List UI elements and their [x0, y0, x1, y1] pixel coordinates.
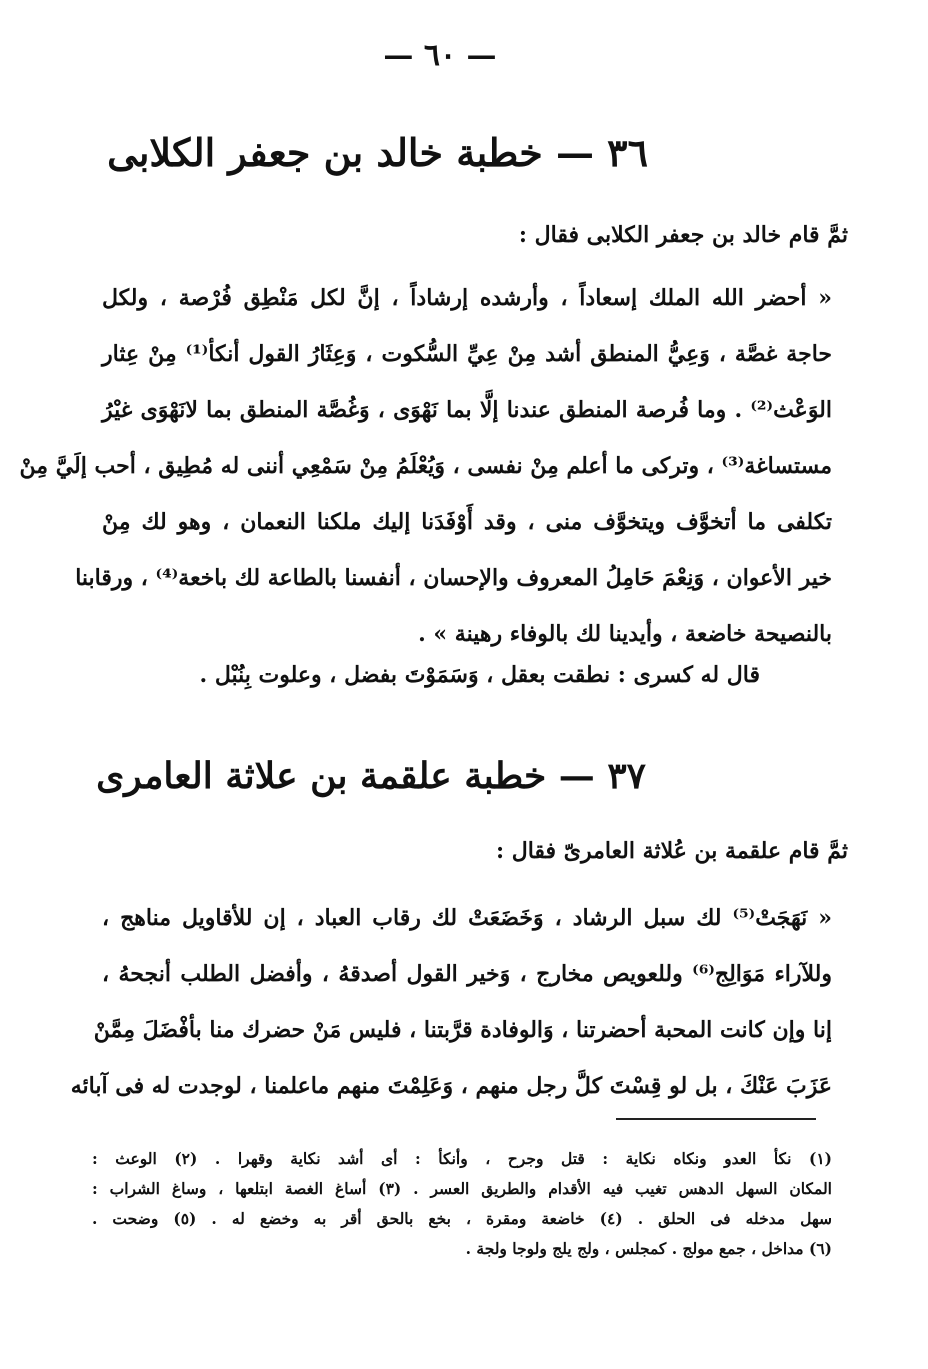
section-intro-36: ثمَّ قام خالد بن جعفر الكلابى فقال : — [518, 222, 848, 248]
text-line: « أحضر الله الملك إسعاداً ، وأرشده إرشاداً ، إنَّ لكل مَنْطِق فُرْصة ، ولكل — [102, 285, 832, 311]
text-line: خير الأعوان ، وَنِعْمَ حَامِلُ المعروف والإحسان ، أنفسنا بالطاعة لك باخعة⁽⁴⁾ ، ورقابنا — [75, 565, 832, 591]
footnote-line: المكان السهل الدهس تغيب فيه الأقدام والطريق العسر . (٣) أساغ الغصة ابتلعها ، وساغ الشراب : — [92, 1179, 832, 1198]
footnote-line: (١) نكأ العدو ونكاه نكاية : قتل وجرح ، وأنكأ : أى أشد نكاية وقهرا . (٢) الوعث : — [92, 1149, 832, 1168]
text-line: إنا وإن كانت المحبة أحضرتنا ، وَالوفادة قرَّبتنا ، فليس مَنْ حضرك منا بأفْضَلَ مِمَّنْ — [93, 1017, 832, 1043]
text-line: « نَهَجَتْ⁽⁵⁾ لك سبل الرشاد ، وَخَضَعَتْ لك رقاب العباد ، إن للأقاويل مناهج ، — [102, 905, 833, 931]
speech-text-37 — [70, 890, 833, 1114]
kisra-reply: قال له كسرى : نطقت بعقل ، وَسَمَوْتَ بفضل ، وعلوت بِنُبْل . — [199, 662, 760, 688]
text-line: وللآراء مَوَالِج⁽⁶⁾ وللعويص مخارج ، وَخير القول أصدقهُ ، وأفضل الطلب أنجحهُ ، — [102, 961, 832, 987]
footnote-line: (٦) مداخل ، جمع مولج . كمجلس ، ولج يلج ولوجا ولجة . — [465, 1239, 832, 1258]
footnote-line: سهل مدخله فى الحلق . (٤) خاضعة ومقرة ، بخع بالحق أقر به وخضع له . (٥) وضحت . — [92, 1209, 832, 1228]
text-line: مستساغة⁽³⁾ ، وتركى ما أعلم مِنْ نفسى ، وَيُعْلَمُ مِنْ سَمْعِي أننى له مُطِيق ، أحب إلَيَّ مِنْ — [19, 453, 832, 479]
footnotes — [92, 1144, 832, 1264]
page-number: — ٦٠ — — [383, 38, 497, 73]
speech-text-36 — [19, 270, 832, 662]
text-line: الوَعْث⁽²⁾ . وما فُرصة المنطق عندنا إلَّا بما نَهْوَى ، وَغُصَّة المنطق بما لانَهْوَى غيْرُ — [102, 397, 832, 423]
text-line: تكلفى ما أتخوَّف ويتخوَّف منى ، وقد أَوْفَدَنا إليك ملكنا النعمان ، وهو لك مِنْ — [102, 509, 832, 535]
section-intro-37: ثمَّ قام علقمة بن عُلاثة العامرىّ فقال : — [495, 838, 848, 864]
text-line: عَزَبَ عَنْكَ ، بل لو قِسْتَ كلَّ رجل منهم ، وَعَلِمْتَ منهم ماعلمنا ، لوجدت له فى آبائه — [70, 1073, 832, 1099]
section-title-37: ٣٧ — خطبة علقمة بن علاثة العامرى — [96, 755, 646, 797]
text-line: بالنصيحة خاضعة ، وأيدينا لك بالوفاء رهينة » . — [418, 621, 832, 647]
footnote-divider — [616, 1118, 816, 1120]
text-line: حاجة غصَّة ، وَعِيُّ المنطق أشد مِنْ عِيِّ السُّكوت ، وَعِثَارُ القول أنكأ⁽¹⁾ مِنْ عِثار — [102, 341, 832, 367]
section-title-36: ٣٦ — خطبة خالد بن جعفر الكلابى — [107, 130, 648, 175]
